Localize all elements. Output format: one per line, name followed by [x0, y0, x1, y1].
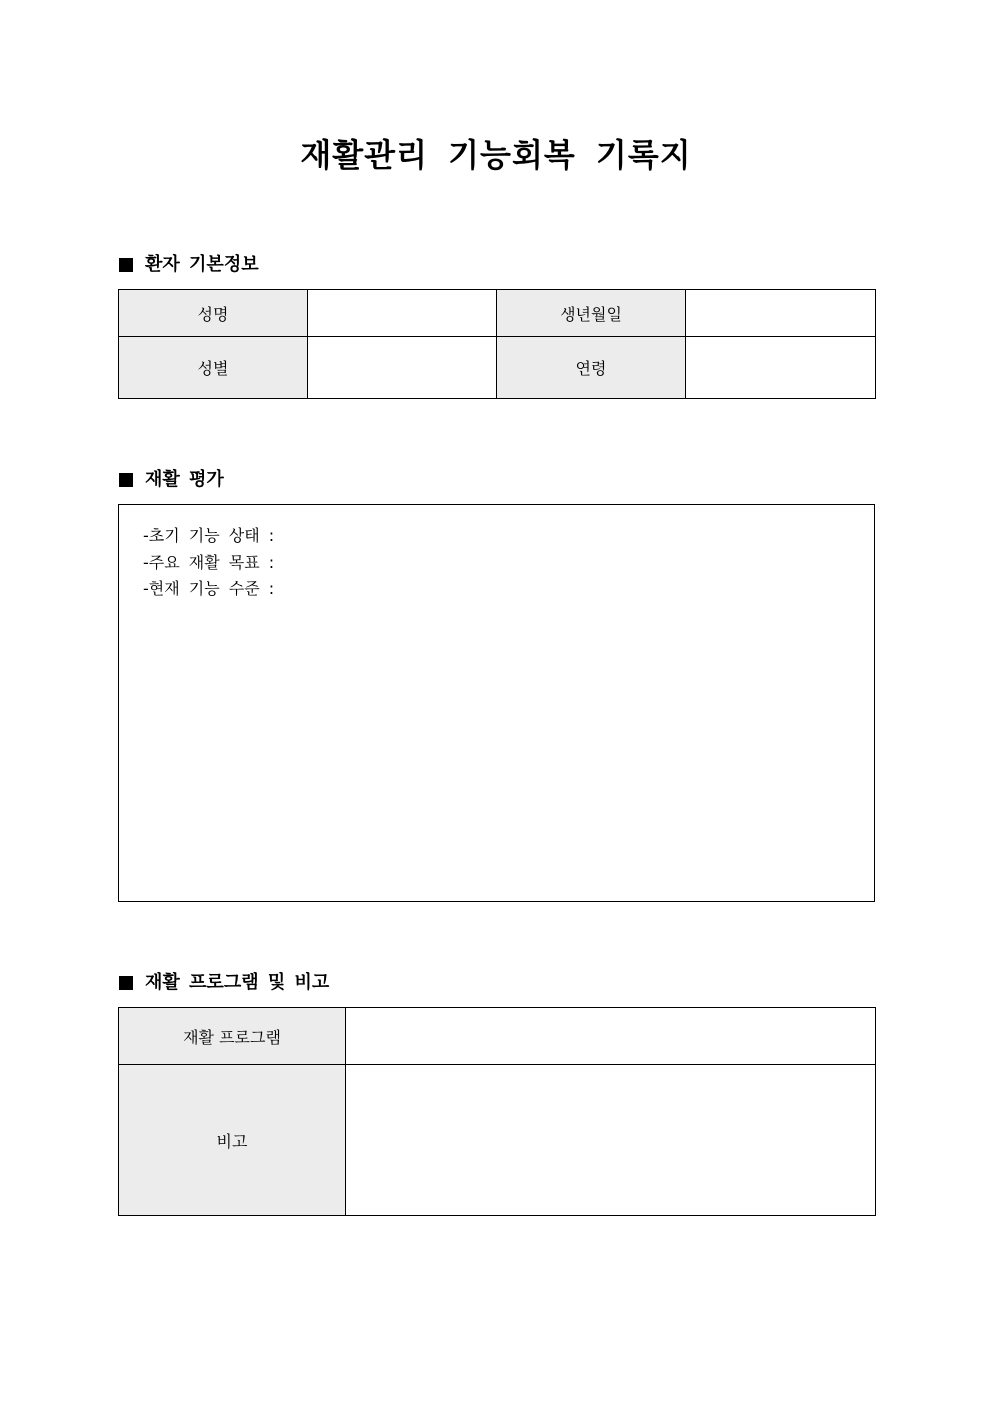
section-heading-program	[119, 971, 329, 995]
table-row	[119, 337, 876, 399]
bullet-square-icon	[119, 976, 133, 990]
table-row	[119, 1008, 876, 1065]
name-field[interactable]	[308, 290, 497, 337]
rehab-goal-line: -주요 재활 목표 :	[143, 552, 275, 572]
program-table	[118, 1007, 876, 1216]
remarks-label: 비고	[119, 1065, 346, 1216]
program-label: 재활 프로그램	[119, 1008, 346, 1065]
table-row	[119, 1065, 876, 1216]
bullet-square-icon	[119, 258, 133, 272]
name-label: 성명	[119, 290, 308, 337]
initial-function-line: -초기 기능 상태 :	[143, 526, 275, 545]
table-row	[119, 290, 876, 337]
current-function-line: -현재 기능 수준 :	[143, 579, 275, 598]
page-title: 재활관리 기능회복 기록지	[300, 136, 692, 174]
birthdate-label: 생년월일	[497, 290, 686, 337]
section-heading-label: 환자 기본정보	[145, 254, 259, 275]
gender-label: 성별	[119, 337, 308, 399]
age-label: 연령	[497, 337, 686, 399]
section-heading-label: 재활 프로그램 및 비고	[145, 972, 330, 993]
remarks-field[interactable]	[346, 1065, 876, 1216]
assessment-textarea[interactable]	[118, 504, 875, 902]
gender-field[interactable]	[308, 337, 497, 399]
section-heading-assessment	[119, 468, 224, 492]
basic-info-table	[118, 289, 876, 399]
age-field[interactable]	[686, 337, 876, 399]
birthdate-field[interactable]	[686, 290, 876, 337]
assessment-lines	[143, 523, 274, 603]
bullet-square-icon	[119, 473, 133, 487]
section-heading-basic-info	[119, 253, 259, 277]
section-heading-label: 재활 평가	[145, 469, 224, 490]
program-field[interactable]	[346, 1008, 876, 1065]
